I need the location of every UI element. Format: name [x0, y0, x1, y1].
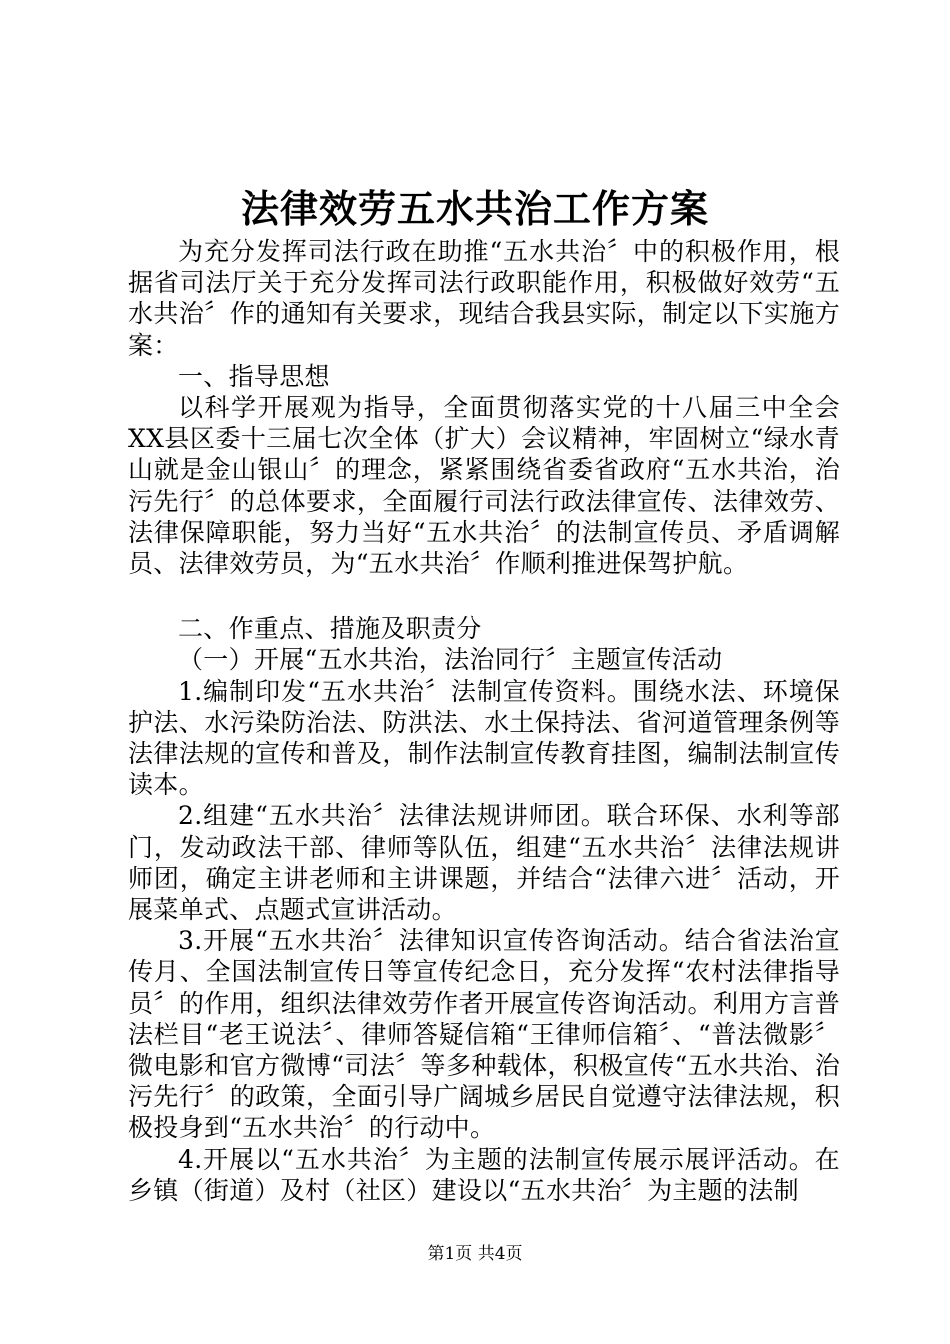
page-number-footer: 第1页 共4页 [427, 1244, 523, 1264]
paragraph-spacer [128, 579, 840, 613]
paragraph-item-3: 3.开展“五水共治〞法律知识宣传咨询活动。结合省法治宣传月、全国法制宣传日等宣传纪念日，充分发挥“农村法律指导员〞的作用，组织法律效劳作者开展宣传咨询活动。利用方言普法栏目“老王说法〞、律师答疑信箱“王律师信箱〞、“普法微影〞微电影和官方微博“司法〞等多种载体，积极宣传“五水共治、治污先行〞的政策，全面引导广阔城乡居民自觉遵守法律法规，积极投身到“五水共治〞的行动中。 [128, 926, 840, 1143]
paragraph-intro: 为充分发挥司法行政在助推“五水共治〞中的积极作用，根据省司法厅关于充分发挥司法行政职能作用，积极做好效劳“五水共治〞作的通知有关要求，现结合我县实际，制定以下实施方案： [128, 237, 840, 360]
paragraph-item-2: 2.组建“五水共治〞法律法规讲师团。联合环保、水利等部门，发动政法干部、律师等队伍，组建“五水共治〞法律法规讲师团，确定主讲老师和主讲课题，并结合“法律六进〞活动，开展菜单式、点题式宣讲活动。 [128, 801, 840, 925]
subsection-heading-publicity: （一）开展“五水共治，法治同行〞主题宣传活动 [178, 645, 723, 675]
document-title: 法律效劳五水共治工作方案 [240, 186, 709, 231]
paragraph-item-4: 4.开展以“五水共治〞为主题的法制宣传展示展评活动。在乡镇（街道）及村（社区）建设以“五水共治〞为主题的法制 [128, 1144, 840, 1205]
document-body [128, 236, 840, 1206]
section-heading-guiding-ideology: 一、指导思想 [178, 361, 330, 391]
paragraph-guiding-ideology: 以科学开展观为指导，全面贯彻落实党的十八届三中全会XX县区委十三届七次全体（扩大）会议精神，牢固树立“绿水青山就是金山银山〞的理念，紧紧围绕省委省政府“五水共治，治污先行〞的总体要求，全面履行司法行政法律宣传、法律效劳、法律保障职能，努力当好“五水共治〞的法制宣传员、矛盾调解员、法律效劳员，为“五水共治〞作顺利推进保驾护航。 [128, 393, 840, 579]
section-heading-key-work: 二、作重点、措施及职责分 [178, 614, 482, 644]
paragraph-item-1: 1.编制印发“五水共治〞法制宣传资料。围绕水法、环境保护法、水污染防治法、防洪法、水土保持法、省河道管理条例等法律法规的宣传和普及，制作法制宣传教育挂图，编制法制宣传读本。 [128, 676, 840, 800]
